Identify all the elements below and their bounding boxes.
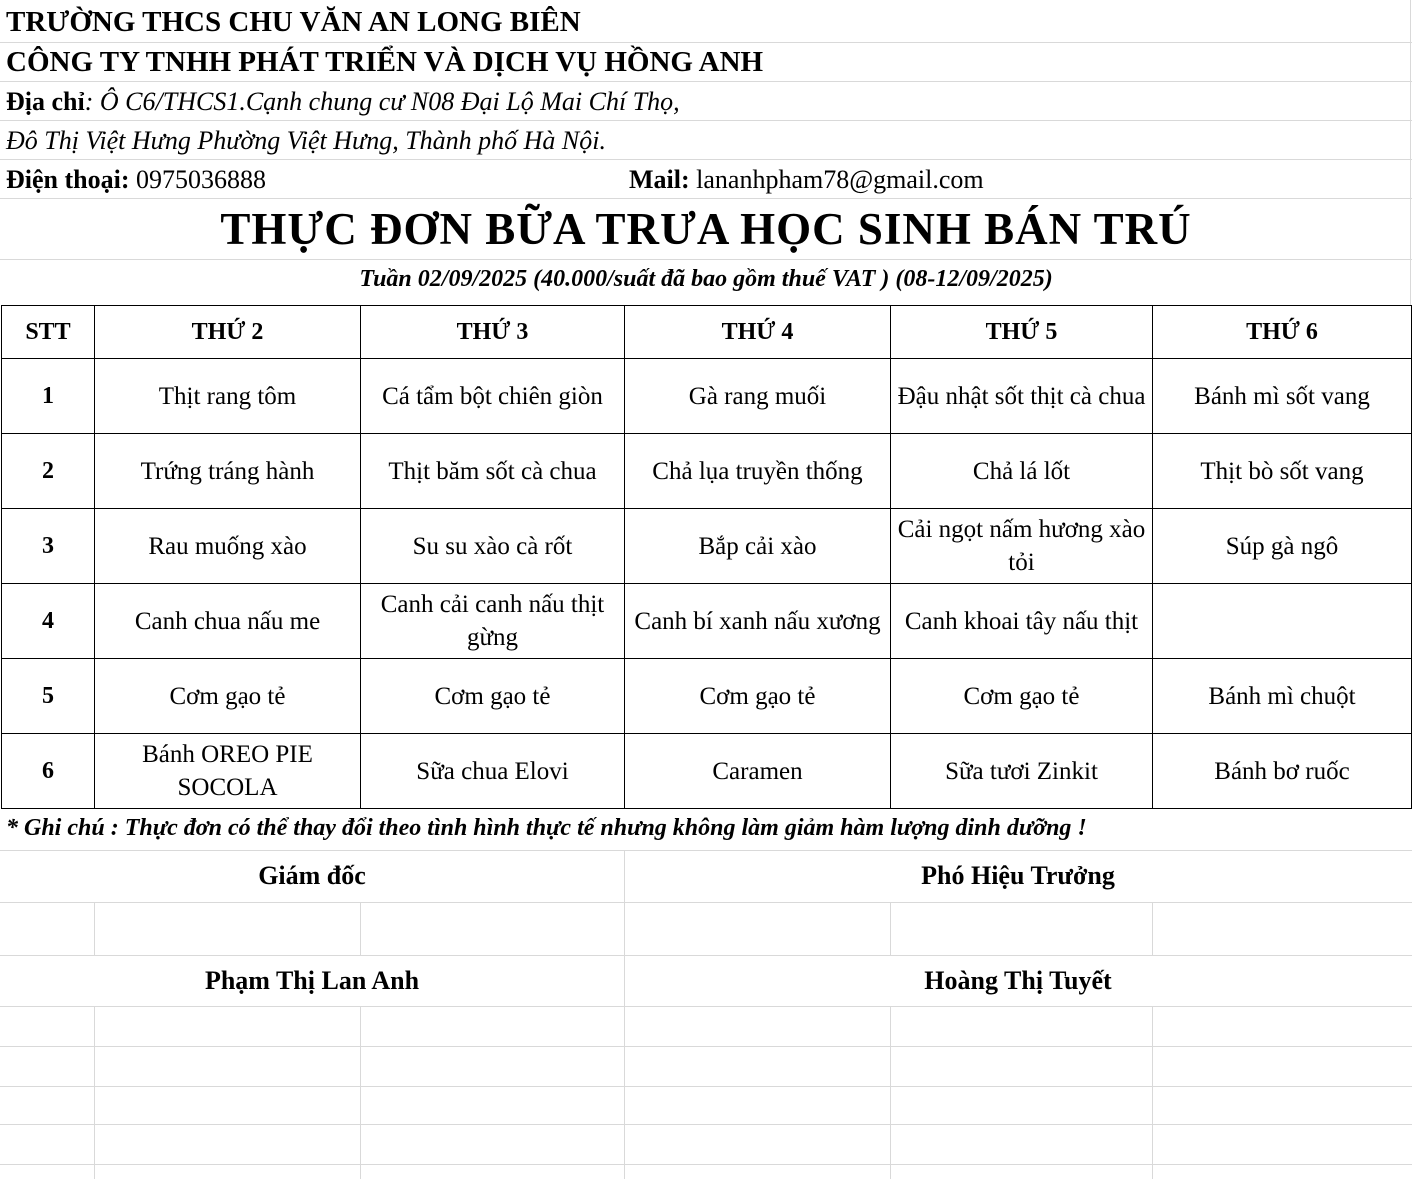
school-name: TRƯỜNG THCS CHU VĂN AN LONG BIÊN (6, 6, 581, 38)
table-row (2, 584, 1412, 659)
table-row (2, 434, 1412, 509)
signature-title-director: Giám đốc (258, 861, 366, 890)
mail-value: lananhpham78@gmail.com (689, 165, 984, 194)
table-row (2, 359, 1412, 434)
table-row (2, 734, 1412, 809)
column-header-friday: THỨ 6 (1153, 306, 1412, 359)
table-cell: Sữa tươi Zinkit (891, 734, 1153, 809)
table-cell: Bánh OREO PIE SOCOLA (95, 734, 361, 809)
table-cell: 5 (2, 659, 95, 734)
table-cell: Thịt rang tôm (95, 359, 361, 434)
table-cell: Canh bí xanh nấu xương (625, 584, 891, 659)
table-cell: 6 (2, 734, 95, 809)
table-cell: Bắp cải xào (625, 509, 891, 584)
table-cell: Bánh mì sốt vang (1153, 359, 1412, 434)
table-cell: Chả lá lốt (891, 434, 1153, 509)
table-cell: Gà rang muối (625, 359, 891, 434)
menu-note: * Ghi chú : Thực đơn có thể thay đổi theo tình hình thực tế nhưng không làm giảm hàm lượng dinh dưỡng ! (6, 815, 1087, 841)
column-header-thursday: THỨ 5 (891, 306, 1153, 359)
table-cell: Cơm gạo tẻ (361, 659, 625, 734)
table-cell (1153, 584, 1412, 659)
table-cell: Su su xào cà rốt (361, 509, 625, 584)
table-cell: Súp gà ngô (1153, 509, 1412, 584)
table-cell: Cơm gạo tẻ (891, 659, 1153, 734)
column-header-tuesday: THỨ 3 (361, 306, 625, 359)
table-cell: 4 (2, 584, 95, 659)
table-row (2, 659, 1412, 734)
address-text-1: : Ô C6/THCS1.Cạnh chung cư N08 Đại Lộ Mai Chí Thọ, (84, 87, 680, 116)
table-row (2, 509, 1412, 584)
table-cell: Chả lụa truyền thống (625, 434, 891, 509)
phone-line (6, 165, 266, 195)
table-cell: Cơm gạo tẻ (95, 659, 361, 734)
address-line-1 (6, 87, 680, 117)
address-line-2: Đô Thị Việt Hưng Phường Việt Hưng, Thành phố Hà Nội. (6, 126, 606, 155)
menu-subtitle: Tuần 02/09/2025 (40.000/suất đã bao gồm thuế VAT ) (08-12/09/2025) (359, 266, 1053, 292)
table-cell: Canh khoai tây nấu thịt (891, 584, 1153, 659)
mail-line (629, 165, 984, 195)
table-cell: Rau muống xào (95, 509, 361, 584)
signature-title-vice-principal: Phó Hiệu Trưởng (921, 861, 1115, 890)
company-name: CÔNG TY TNHH PHÁT TRIỂN VÀ DỊCH VỤ HỒNG ANH (6, 46, 764, 78)
phone-label: Điện thoại: (6, 165, 130, 194)
phone-value: 0975036888 (129, 165, 266, 194)
table-cell: Thịt bò sốt vang (1153, 434, 1412, 509)
menu-title: THỰC ĐƠN BỮA TRƯA HỌC SINH BÁN TRÚ (220, 204, 1192, 254)
table-cell: Cải ngọt nấm hương xào tỏi (891, 509, 1153, 584)
column-header-stt: STT (2, 306, 95, 359)
column-header-monday: THỨ 2 (95, 306, 361, 359)
column-header-wednesday: THỨ 4 (625, 306, 891, 359)
menu-table (1, 305, 1412, 809)
table-cell: 2 (2, 434, 95, 509)
table-cell: Sữa chua Elovi (361, 734, 625, 809)
table-cell: 1 (2, 359, 95, 434)
table-cell: 3 (2, 509, 95, 584)
table-cell: Cơm gạo tẻ (625, 659, 891, 734)
mail-label: Mail: (629, 165, 690, 194)
table-cell: Đậu nhật sốt thịt cà chua (891, 359, 1153, 434)
table-cell: Cá tẩm bột chiên giòn (361, 359, 625, 434)
table-cell: Caramen (625, 734, 891, 809)
signature-name-director: Phạm Thị Lan Anh (204, 966, 420, 995)
table-cell: Trứng tráng hành (95, 434, 361, 509)
table-cell: Bánh mì chuột (1153, 659, 1412, 734)
table-header-row (2, 306, 1412, 359)
table-cell: Canh chua nấu me (95, 584, 361, 659)
address-label: Địa chỉ (6, 87, 85, 116)
table-cell: Canh cải canh nấu thịt gừng (361, 584, 625, 659)
table-cell: Thịt băm sốt cà chua (361, 434, 625, 509)
table-cell: Bánh bơ ruốc (1153, 734, 1412, 809)
signature-name-vice-principal: Hoàng Thị Tuyết (924, 966, 1112, 995)
